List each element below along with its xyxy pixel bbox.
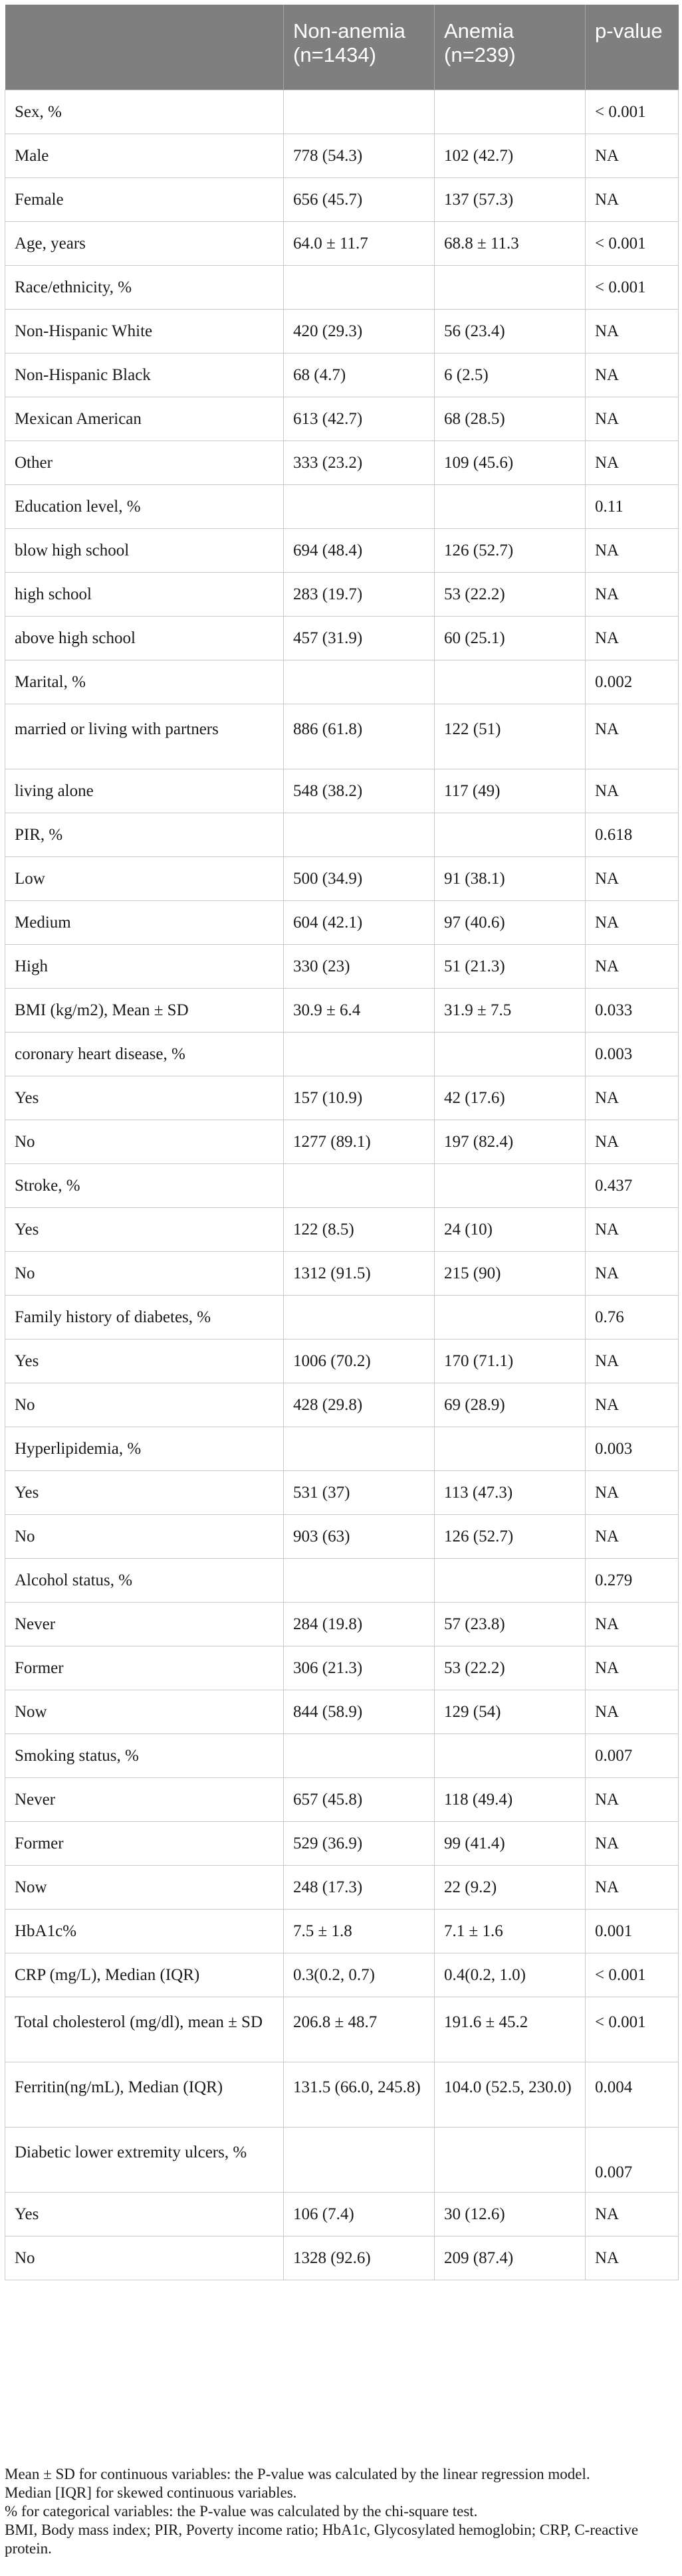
table-row [5, 1251, 679, 1295]
cell-variable: PIR, % [5, 813, 284, 856]
cell-p-value: < 0.001 [586, 1997, 679, 2062]
cell-anemia: 42 (17.6) [435, 1076, 586, 1120]
cell-non-anemia: 1006 (70.2) [284, 1339, 435, 1383]
header-p-value: p-value [586, 5, 679, 90]
cell-anemia [435, 1032, 586, 1076]
cell-variable: Now [5, 1690, 284, 1734]
cell-p-value: NA [586, 572, 679, 616]
table-row [5, 813, 679, 856]
cell-variable: above high school [5, 616, 284, 660]
cell-non-anemia: 844 (58.9) [284, 1690, 435, 1734]
cell-variable: High [5, 944, 284, 988]
cell-anemia: 69 (28.9) [435, 1383, 586, 1427]
table-row [5, 177, 679, 221]
table-row [5, 900, 679, 944]
cell-variable: CRP (mg/L), Median (IQR) [5, 1953, 284, 1997]
table-row [5, 528, 679, 572]
table-row [5, 1207, 679, 1251]
cell-non-anemia: 457 (31.9) [284, 616, 435, 660]
table-row [5, 988, 679, 1032]
table-row [5, 1470, 679, 1514]
table-row [5, 1558, 679, 1602]
cell-anemia: 6 (2.5) [435, 353, 586, 397]
cell-non-anemia [284, 1427, 435, 1470]
header-non-anemia: Non-anemia (n=1434) [284, 5, 435, 90]
cell-variable: Yes [5, 1076, 284, 1120]
cell-anemia [435, 90, 586, 134]
cell-p-value: NA [586, 704, 679, 769]
table-row [5, 2062, 679, 2127]
table-row [5, 1120, 679, 1163]
table-row [5, 309, 679, 353]
cell-p-value: NA [586, 1514, 679, 1558]
cell-non-anemia [284, 1734, 435, 1777]
cell-non-anemia: 131.5 (66.0, 245.8) [284, 2062, 435, 2127]
cell-non-anemia: 284 (19.8) [284, 1602, 435, 1646]
table-row [5, 2127, 679, 2192]
cell-p-value: 0.437 [586, 1163, 679, 1207]
cell-non-anemia: 248 (17.3) [284, 1865, 435, 1909]
cell-p-value: 0.001 [586, 1909, 679, 1953]
cell-non-anemia: 604 (42.1) [284, 900, 435, 944]
cell-p-value: 0.76 [586, 1295, 679, 1339]
cell-p-value: < 0.001 [586, 265, 679, 309]
cell-variable: Alcohol status, % [5, 1558, 284, 1602]
cell-p-value: < 0.001 [586, 221, 679, 265]
footnote: Median [IQR] for skewed continuous variables. [5, 2484, 297, 2501]
table-row [5, 616, 679, 660]
cell-anemia: 97 (40.6) [435, 900, 586, 944]
cell-variable: Non-Hispanic White [5, 309, 284, 353]
cell-anemia: 209 (87.4) [435, 2236, 586, 2280]
cell-non-anemia: 68 (4.7) [284, 353, 435, 397]
cell-variable: Former [5, 1646, 284, 1690]
cell-anemia: 0.4(0.2, 1.0) [435, 1953, 586, 1997]
cell-anemia: 7.1 ± 1.6 [435, 1909, 586, 1953]
cell-p-value: NA [586, 2236, 679, 2280]
header-anemia: Anemia (n=239) [435, 5, 586, 90]
cell-variable: No [5, 1251, 284, 1295]
cell-p-value: NA [586, 177, 679, 221]
cell-non-anemia: 694 (48.4) [284, 528, 435, 572]
table-row [5, 353, 679, 397]
cell-anemia: 126 (52.7) [435, 528, 586, 572]
cell-non-anemia [284, 2127, 435, 2192]
table-row [5, 484, 679, 528]
cell-variable: coronary heart disease, % [5, 1032, 284, 1076]
footnote: BMI, Body mass index; PIR, Poverty income ratio; HbA1c, Glycosylated hemoglobin; CRP, C-reactive protein. [5, 2522, 639, 2557]
cell-anemia: 102 (42.7) [435, 134, 586, 177]
table-row [5, 1602, 679, 1646]
table-footnotes [5, 2465, 673, 2558]
cell-anemia [435, 484, 586, 528]
cell-non-anemia: 333 (23.2) [284, 441, 435, 484]
table-row [5, 660, 679, 704]
cell-p-value: NA [586, 1865, 679, 1909]
cell-anemia: 109 (45.6) [435, 441, 586, 484]
cell-anemia: 126 (52.7) [435, 1514, 586, 1558]
cell-non-anemia: 1277 (89.1) [284, 1120, 435, 1163]
cell-variable: Never [5, 1777, 284, 1821]
cell-anemia: 56 (23.4) [435, 309, 586, 353]
cell-variable: Low [5, 856, 284, 900]
cell-anemia: 57 (23.8) [435, 1602, 586, 1646]
cell-non-anemia: 548 (38.2) [284, 769, 435, 813]
cell-p-value: NA [586, 528, 679, 572]
footnote: % for categorical variables: the P-value was calculated by the chi-square test. [5, 2503, 478, 2520]
cell-p-value: NA [586, 900, 679, 944]
cell-non-anemia [284, 1032, 435, 1076]
cell-variable: Smoking status, % [5, 1734, 284, 1777]
table-row [5, 1514, 679, 1558]
cell-anemia: 170 (71.1) [435, 1339, 586, 1383]
cell-p-value: 0.003 [586, 1032, 679, 1076]
cell-anemia [435, 1427, 586, 1470]
cell-anemia: 51 (21.3) [435, 944, 586, 988]
cell-non-anemia: 428 (29.8) [284, 1383, 435, 1427]
table-row [5, 397, 679, 441]
cell-p-value: < 0.001 [586, 90, 679, 134]
table-header [5, 5, 679, 90]
cell-variable: blow high school [5, 528, 284, 572]
cell-anemia: 117 (49) [435, 769, 586, 813]
table-row [5, 1163, 679, 1207]
cell-anemia [435, 660, 586, 704]
cell-anemia: 68 (28.5) [435, 397, 586, 441]
cell-non-anemia: 886 (61.8) [284, 704, 435, 769]
cell-p-value: 0.033 [586, 988, 679, 1032]
table-row [5, 1427, 679, 1470]
cell-anemia: 113 (47.3) [435, 1470, 586, 1514]
cell-non-anemia [284, 484, 435, 528]
cell-anemia [435, 1295, 586, 1339]
cell-anemia: 31.9 ± 7.5 [435, 988, 586, 1032]
cell-anemia: 104.0 (52.5, 230.0) [435, 2062, 586, 2127]
cell-variable: living alone [5, 769, 284, 813]
cell-variable: Sex, % [5, 90, 284, 134]
cell-p-value: NA [586, 1821, 679, 1865]
cell-non-anemia [284, 90, 435, 134]
cell-variable: Yes [5, 1470, 284, 1514]
table-row [5, 1032, 679, 1076]
header-variable [5, 5, 284, 90]
cell-anemia [435, 2127, 586, 2192]
cell-non-anemia: 30.9 ± 6.4 [284, 988, 435, 1032]
table-row [5, 134, 679, 177]
header-row [5, 5, 679, 90]
cell-p-value: NA [586, 1251, 679, 1295]
cell-anemia: 129 (54) [435, 1690, 586, 1734]
cell-p-value: NA [586, 1207, 679, 1251]
cell-p-value: NA [586, 1777, 679, 1821]
cell-variable: Other [5, 441, 284, 484]
cell-non-anemia: 500 (34.9) [284, 856, 435, 900]
cell-non-anemia: 306 (21.3) [284, 1646, 435, 1690]
table-row [5, 1909, 679, 1953]
table-row [5, 1690, 679, 1734]
cell-non-anemia [284, 660, 435, 704]
cell-p-value: 0.618 [586, 813, 679, 856]
cell-non-anemia: 420 (29.3) [284, 309, 435, 353]
cell-non-anemia: 283 (19.7) [284, 572, 435, 616]
cell-variable: Now [5, 1865, 284, 1909]
cell-non-anemia: 529 (36.9) [284, 1821, 435, 1865]
cell-p-value: NA [586, 1383, 679, 1427]
cell-anemia: 22 (9.2) [435, 1865, 586, 1909]
cell-p-value: NA [586, 1690, 679, 1734]
cell-anemia [435, 813, 586, 856]
cell-p-value: NA [586, 353, 679, 397]
cell-variable: Total cholesterol (mg/dl), mean ± SD [5, 1997, 284, 2062]
cell-variable: Stroke, % [5, 1163, 284, 1207]
cell-non-anemia [284, 265, 435, 309]
table-row [5, 769, 679, 813]
cell-anemia: 122 (51) [435, 704, 586, 769]
cell-non-anemia: 122 (8.5) [284, 1207, 435, 1251]
cell-anemia: 215 (90) [435, 1251, 586, 1295]
cell-variable: Former [5, 1821, 284, 1865]
table-row [5, 441, 679, 484]
table-row [5, 1865, 679, 1909]
cell-anemia: 30 (12.6) [435, 2192, 586, 2236]
cell-variable: Female [5, 177, 284, 221]
cell-p-value: < 0.001 [586, 1953, 679, 1997]
cell-anemia [435, 1558, 586, 1602]
cell-anemia: 60 (25.1) [435, 616, 586, 660]
cell-p-value: NA [586, 1339, 679, 1383]
cell-anemia: 24 (10) [435, 1207, 586, 1251]
table-row [5, 1777, 679, 1821]
cell-non-anemia: 531 (37) [284, 1470, 435, 1514]
cell-anemia: 118 (49.4) [435, 1777, 586, 1821]
cell-anemia: 137 (57.3) [435, 177, 586, 221]
table-row [5, 944, 679, 988]
cell-variable: No [5, 1514, 284, 1558]
cell-anemia: 53 (22.2) [435, 572, 586, 616]
table-row [5, 1646, 679, 1690]
cell-variable: Marital, % [5, 660, 284, 704]
cell-non-anemia [284, 813, 435, 856]
cell-non-anemia: 656 (45.7) [284, 177, 435, 221]
cell-non-anemia: 330 (23) [284, 944, 435, 988]
cell-anemia [435, 1163, 586, 1207]
cell-variable: Never [5, 1602, 284, 1646]
cell-p-value: 0.002 [586, 660, 679, 704]
cell-non-anemia: 778 (54.3) [284, 134, 435, 177]
table-row [5, 856, 679, 900]
table-row [5, 2236, 679, 2280]
cell-p-value: NA [586, 616, 679, 660]
cell-variable: No [5, 1120, 284, 1163]
cell-anemia: 197 (82.4) [435, 1120, 586, 1163]
cell-variable: No [5, 2236, 284, 2280]
cell-variable: married or living with partners [5, 704, 284, 769]
cell-p-value: NA [586, 134, 679, 177]
cell-p-value: 0.004 [586, 2062, 679, 2127]
cell-p-value: 0.11 [586, 484, 679, 528]
table-row [5, 1734, 679, 1777]
table-row [5, 265, 679, 309]
cell-non-anemia [284, 1558, 435, 1602]
cell-p-value: NA [586, 397, 679, 441]
table-row [5, 704, 679, 769]
cell-p-value: 0.003 [586, 1427, 679, 1470]
table-row [5, 1383, 679, 1427]
cell-variable: Mexican American [5, 397, 284, 441]
table-row [5, 1076, 679, 1120]
cell-p-value: NA [586, 1602, 679, 1646]
cell-non-anemia: 64.0 ± 11.7 [284, 221, 435, 265]
cell-non-anemia: 903 (63) [284, 1514, 435, 1558]
footnote: Mean ± SD for continuous variables: the P-value was calculated by the linear regression model. [5, 2466, 590, 2482]
cell-anemia: 191.6 ± 45.2 [435, 1997, 586, 2062]
cell-variable: Medium [5, 900, 284, 944]
cell-variable: Yes [5, 1339, 284, 1383]
cell-variable: Yes [5, 1207, 284, 1251]
cell-non-anemia: 1328 (92.6) [284, 2236, 435, 2280]
cell-p-value: NA [586, 944, 679, 988]
table-row [5, 1953, 679, 1997]
cell-anemia [435, 265, 586, 309]
cell-variable: Family history of diabetes, % [5, 1295, 284, 1339]
cell-anemia: 99 (41.4) [435, 1821, 586, 1865]
cell-non-anemia: 1312 (91.5) [284, 1251, 435, 1295]
table-row [5, 90, 679, 134]
table-row [5, 1295, 679, 1339]
cell-non-anemia: 613 (42.7) [284, 397, 435, 441]
cell-variable: BMI (kg/m2), Mean ± SD [5, 988, 284, 1032]
cell-non-anemia: 0.3(0.2, 0.7) [284, 1953, 435, 1997]
cell-variable: Hyperlipidemia, % [5, 1427, 284, 1470]
baseline-characteristics-table-container [5, 5, 678, 2280]
table-row [5, 572, 679, 616]
cell-variable: Diabetic lower extremity ulcers, % [5, 2127, 284, 2192]
cell-p-value: 0.279 [586, 1558, 679, 1602]
cell-p-value: NA [586, 1646, 679, 1690]
cell-non-anemia [284, 1163, 435, 1207]
cell-variable: No [5, 1383, 284, 1427]
cell-variable: Race/ethnicity, % [5, 265, 284, 309]
cell-p-value: NA [586, 1470, 679, 1514]
cell-variable: Ferritin(ng/mL), Median (IQR) [5, 2062, 284, 2127]
cell-variable: Education level, % [5, 484, 284, 528]
table-row [5, 1997, 679, 2062]
cell-non-anemia: 657 (45.8) [284, 1777, 435, 1821]
cell-p-value: 0.007 [586, 1734, 679, 1777]
cell-anemia: 53 (22.2) [435, 1646, 586, 1690]
cell-non-anemia: 7.5 ± 1.8 [284, 1909, 435, 1953]
cell-variable: Yes [5, 2192, 284, 2236]
table-row [5, 1821, 679, 1865]
cell-p-value: NA [586, 441, 679, 484]
table-body [5, 90, 679, 2280]
cell-anemia [435, 1734, 586, 1777]
cell-non-anemia: 206.8 ± 48.7 [284, 1997, 435, 2062]
cell-p-value: NA [586, 2192, 679, 2236]
cell-variable: Age, years [5, 221, 284, 265]
cell-variable: Non-Hispanic Black [5, 353, 284, 397]
cell-p-value: NA [586, 309, 679, 353]
table-row [5, 2192, 679, 2236]
cell-variable: HbA1c% [5, 1909, 284, 1953]
cell-anemia: 91 (38.1) [435, 856, 586, 900]
cell-p-value: NA [586, 769, 679, 813]
cell-variable: Male [5, 134, 284, 177]
cell-p-value: NA [586, 1076, 679, 1120]
cell-anemia: 68.8 ± 11.3 [435, 221, 586, 265]
baseline-characteristics-table [5, 5, 679, 2280]
cell-p-value: 0.007 [586, 2127, 679, 2192]
cell-p-value: NA [586, 856, 679, 900]
cell-variable: high school [5, 572, 284, 616]
cell-non-anemia [284, 1295, 435, 1339]
cell-non-anemia: 157 (10.9) [284, 1076, 435, 1120]
cell-p-value: NA [586, 1120, 679, 1163]
table-row [5, 221, 679, 265]
cell-non-anemia: 106 (7.4) [284, 2192, 435, 2236]
table-row [5, 1339, 679, 1383]
